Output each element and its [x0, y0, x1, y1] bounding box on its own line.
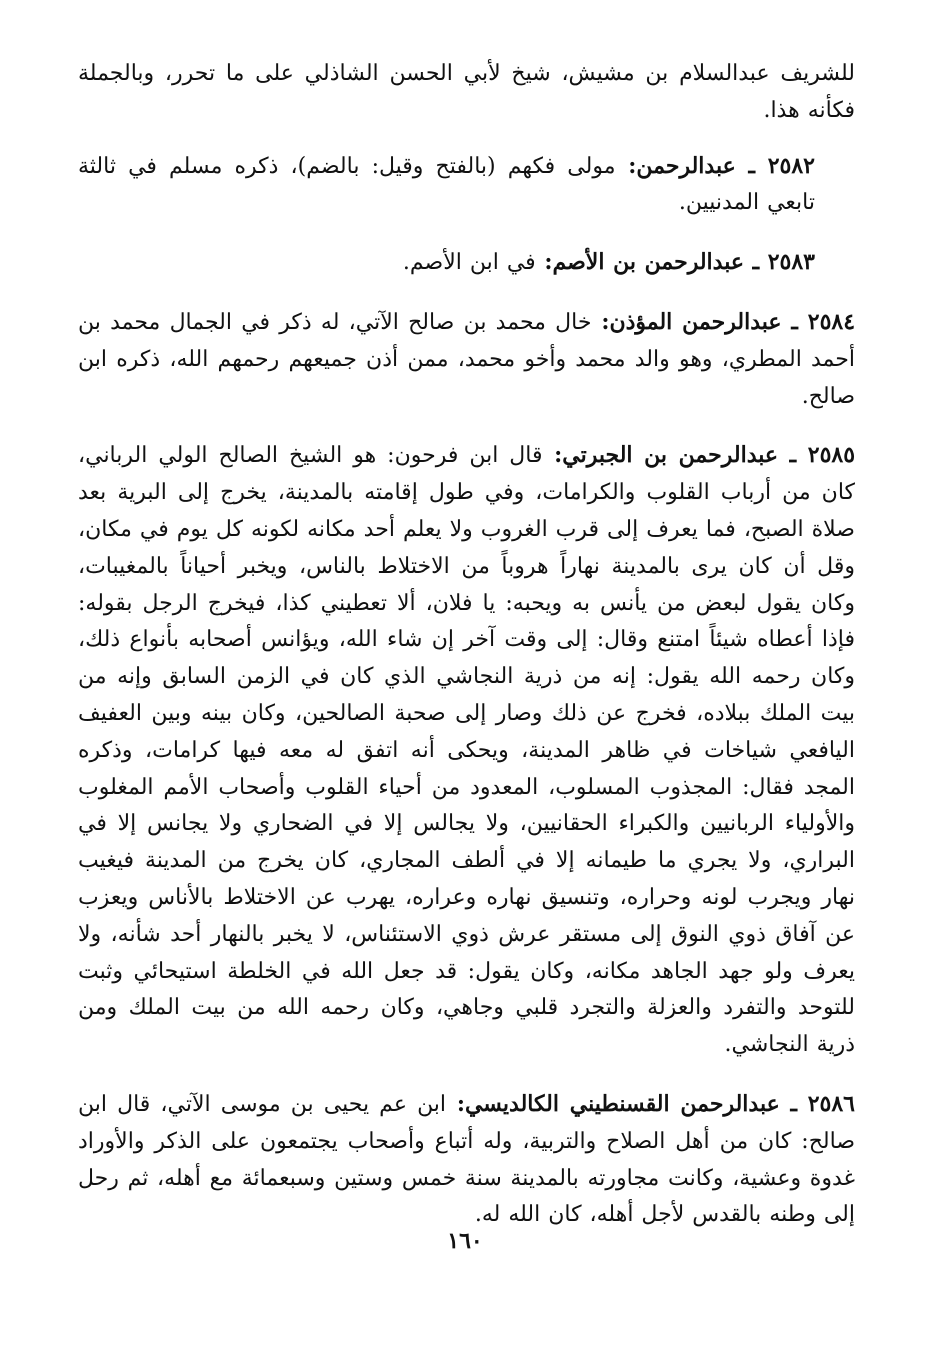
- entry-heading: ٢٥٨٢ ـ عبدالرحمن:: [615, 152, 815, 179]
- entry-heading: ٢٥٨٦ ـ عبدالرحمن القسنطيني الكالديسي:: [446, 1090, 855, 1117]
- entry-2584: [78, 304, 855, 415]
- entry-heading: ٢٥٨٥ ـ عبدالرحمن بن الجبرتي:: [542, 442, 856, 469]
- entry-text: ابن عم يحيى بن موسى الآتي، قال ابن صالح: كان من أهل الصلاح والتربية، وله أتباع وأصحاب يجتمعون على الذكر والأوراد غدوة وعشية، وكانت مجاورته بالمدينة سنة خمس وستين وسبعمائة مع أهله، ثم رحل إلى وطنه بالقدس لأجل أهله، كان الله له.: [78, 1091, 855, 1228]
- entry-heading: ٢٥٨٣ ـ عبدالرحمن بن الأصم:: [535, 249, 815, 276]
- entry-text: خال محمد بن صالح الآتي، له ذكر في الجمال محمد بن أحمد المطري، وهو والد محمد وأخو محمد، ممن أذن جميعهم رحمهم الله، ذكره ابن صالح.: [78, 309, 855, 409]
- entry-text: قال ابن فرحون: هو الشيخ الصالح الولي الرباني، كان من أرباب القلوب والكرامات، وفي طول إقامته بالمدينة، يخرج إلى البرية بعد صلاة الصبح، فما يعرف إلى قرب الغروب ولا يعلم أحد مكانه لكونه كل يوم في مكان، وقل أن كان يرى بالمدينة نهاراً هروباً من الاختلاط بالناس، ويخبر أحياناً بالمغيبات، وكان يقول لبعض من يأنس به ويحبه: يا فلان، ألا تعطيني كذا، فيخرج الرجل بقوله: فإذا أعطاه شيئاً امتنع وقال: إلى وقت آخر إن شاء الله، ويؤانس أصحابه بأنواع ذلك، وكان رحمه الله يقول: إنه من ذرية النجاشي الذي كان في الزمن السابق وإنه من بيت الملك ببلاده، فخرج عن ذلك وصار إلى صحبة الصالحين، وكان بينه وبين العفيف اليافعي شياخات في ظاهر المدينة، ويحكى أنه اتفق له معه فيها كرامات، وذكره المجد فقال: المجذوب المسلوب، المعدود من أحياء القلوب وأصحاب الأمم المغلوب والأولياء الربانيين والكبراء الحقانيين، ولا يجالس إلا في الضحاري ولا يجانس إلا في البراري، ولا يجري ما طيمانه إلا في ألطف المجاري، كان يخرج من المدينة فيغيب نهار ويجرب لونه وحراره، وتنسيق نهاره وعراره، يهرب عن الاختلاط بالأناس ويعزب عن آفاق ذوي النوق إلى مستقر عرش ذوي الاستئناس، لا يخبر بالنهار أحد شأنه، ولا يعرف ولو جهد الجاهد مكانه، وكان يقول: قد جعل الله في الخلطة استيحائي وثبت للتوحد والتفرد والعزلة والتجرد قلبي وجاهي، وكان رحمه الله من بيت الملك ومن ذرية النجاشي.: [78, 443, 855, 1058]
- entry-2585: [78, 437, 855, 1064]
- entry-heading: ٢٥٨٤ ـ عبدالرحمن المؤذن:: [591, 308, 856, 335]
- page-number: ١٦٠: [447, 1228, 483, 1254]
- entry-2583: [78, 244, 855, 282]
- entry-text: مولى فكهم (بالفتح وقيل: بالضم)، ذكره مسلم في ثالثة تابعي المدنيين.: [78, 153, 815, 216]
- entry-2586: [78, 1086, 855, 1234]
- entry-text: في ابن الأصم.: [402, 250, 536, 276]
- intro-paragraph: للشريف عبدالسلام بن مشيش، شيخ لأبي الحسن الشاذلي على ما تحرر، وبالجملة فكأنه هذا.: [78, 61, 855, 123]
- entry-2582: [78, 148, 855, 223]
